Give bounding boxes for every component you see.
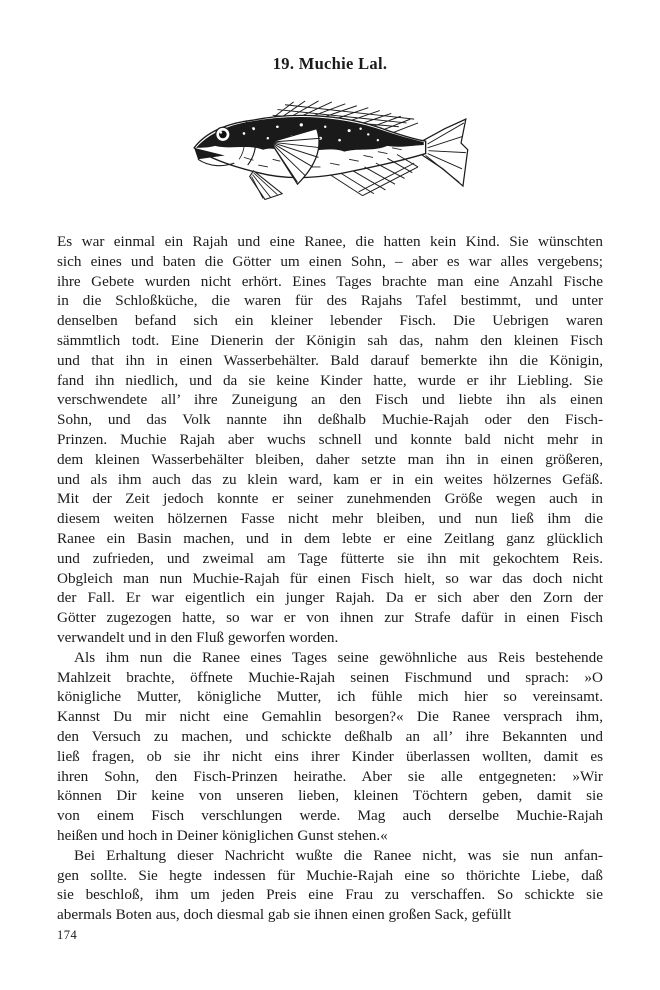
text-line: fand ihn niedlich, und da sie keine Kinder hatte, wurde er ihr Liebling. Sie xyxy=(57,371,603,389)
fish-engraving-icon xyxy=(186,100,474,210)
text-line: ihre Gebete wurden nicht erhört. Eines Tages brachte man eine Anzahl Fische xyxy=(57,272,603,290)
text-line: Als ihm nun die Ranee eines Tages seine gewöhnliche aus Reis bestehende xyxy=(74,648,603,666)
text-line: heißen und hoch in Deiner königlichen Gunst stehen.« xyxy=(57,826,388,844)
text-line: ihren Sohn, den Fisch-Prinzen heirathe. Aber sie alle entgegneten: »Wir xyxy=(57,767,603,785)
text-line: von einem Fisch verschlungen werde. Mag auch derselbe Muchie-Rajah xyxy=(57,807,603,825)
text-line: abermals Boten aus, doch diesmal gab sie ihnen einen großen Sack, gefüllt xyxy=(57,906,512,924)
text-line: Obgleich man nun Muchie-Rajah für einen Fisch hielt, so war das doch nicht xyxy=(57,569,603,587)
text-line: Mit der Zeit jedoch konnte er seiner zunehmenden Größe wegen auch in xyxy=(57,490,603,508)
text-line: Götter zugezogen hatte, so war er von ihnen zur Strafe dafür in einen Fisch xyxy=(57,609,603,627)
text-line: Ranee ein Basin machen, und in dem lebte er eine Zeitlang ganz glücklich xyxy=(57,529,603,547)
body-text xyxy=(57,232,603,925)
text-line: den Versuch zu machen, und schickte deßhalb an all’ ihre Bekannten und xyxy=(57,727,603,745)
text-line: sie beschloß, ihm um jeden Preis eine Frau zu verschaffen. So schickte sie xyxy=(57,886,603,904)
text-line: denselben befand sich ein kleiner lebender Fisch. Die Uebrigen waren xyxy=(57,312,603,330)
text-line: Bei Erhaltung dieser Nachricht wußte die Ranee nicht, was sie nun anfan- xyxy=(74,846,603,864)
text-line: Es war einmal ein Rajah und eine Ranee, die hatten kein Kind. Sie wünschten xyxy=(57,233,603,250)
text-line: Prinzen. Muchie Rajah aber wuchs schnell und konnte bald nicht mehr in xyxy=(57,430,603,448)
fish-illustration xyxy=(0,100,660,215)
page-number: 174 xyxy=(57,928,78,942)
text-line: verwandelt und in den Fluß geworfen worden. xyxy=(57,628,339,646)
text-line: Mahlzeit brachte, öffnete Muchie-Rajah seinen Fischmund und sprach: »O xyxy=(57,668,603,686)
text-line: sich eines und baten die Götter um einen Sohn, – aber es war alles vergebens; xyxy=(57,252,603,270)
chapter-title: 19. Muchie Lal. xyxy=(272,54,388,73)
text-line: und zufrieden, und zweimal am Tage fütterte sie ihn mit gekochtem Reis. xyxy=(57,549,603,567)
text-line: diesem weiten hölzernen Fasse nicht mehr bleiben, und nun ließ ihm die xyxy=(57,510,603,528)
text-line: und that ihn in einen Wasserbehälter. Bald darauf bemerkte ihn die Königin, xyxy=(57,351,603,369)
text-line: dem kleinen Wasserbehälter bleiben, daher setzte man ihn in einen größeren, xyxy=(57,450,603,468)
text-line: Sohn, und das Volk nannte ihn deßhalb Muchie-Rajah oder den Fisch- xyxy=(57,411,603,429)
text-line: ließ fragen, ob sie ihr nicht eins ihrer Kinder überlassen wollten, damit es xyxy=(57,747,603,765)
text-line: sämmtlich todt. Eine Dienerin der Königin sah das, nahm den kleinen Fisch xyxy=(57,331,603,349)
text-line: Kannst Du mir nicht eine Gemahlin besorgen?« Die Ranee versprach ihm, xyxy=(57,708,603,726)
text-line: königliche Mutter, königliche Mutter, ich fühle mich hier so vereinsamt. xyxy=(57,688,603,706)
text-line: gen sollte. Sie hegte indessen für Muchie-Rajah eine so thörichte Liebe, daß xyxy=(57,866,603,884)
text-line: und als ihm auch das zu klein ward, kam er in ein weites hölzernes Gefäß. xyxy=(57,470,603,488)
text-line: der Fall. Er war eigentlich ein junger Rajah. Da er sich aber den Zorn der xyxy=(57,589,603,607)
text-line: verschwendete all’ ihre Zuneigung an den Fisch und liebte ihn als einen xyxy=(57,391,603,409)
text-line: in die Schloßküche, die waren für des Rajahs Tafel bestimmt, und unter xyxy=(57,292,603,310)
text-line: können Dir keine von unseren lieben, kleinen Töchtern geben, damit sie xyxy=(57,787,603,805)
